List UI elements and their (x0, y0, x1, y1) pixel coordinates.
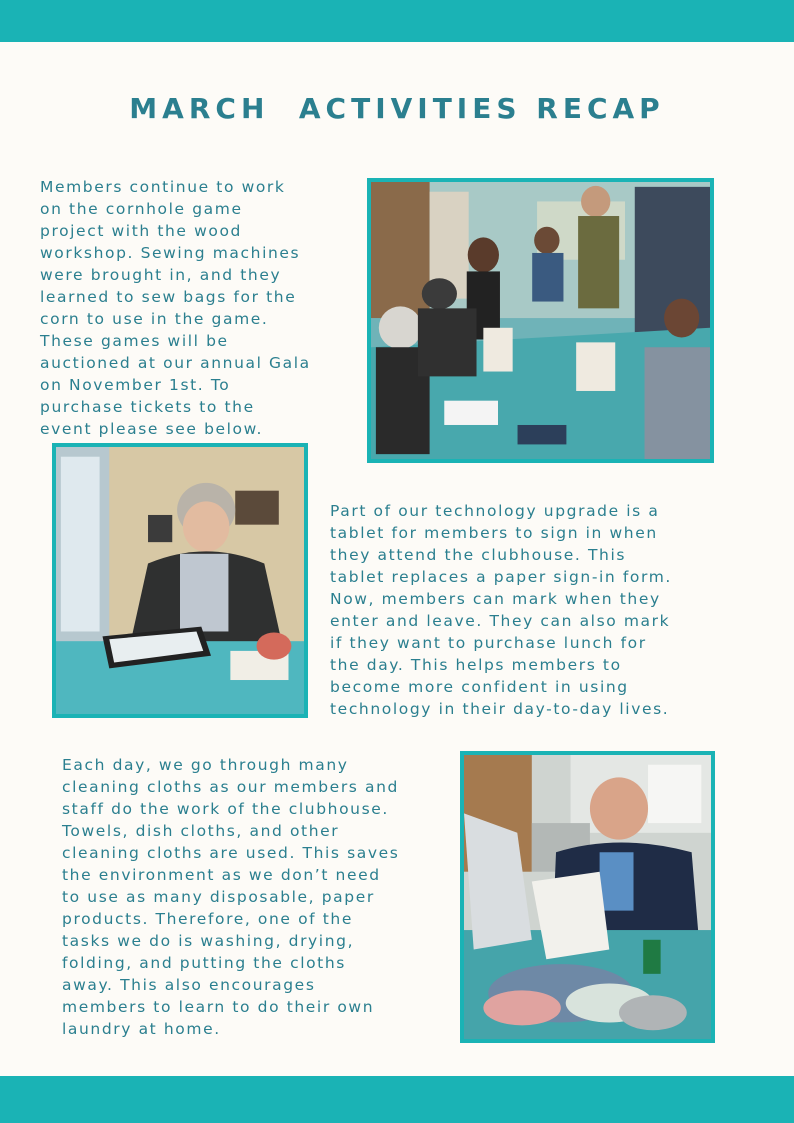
cleaning-cloths-paragraph: Each day, we go through many cleaning cloths as our members and staff do the work of the clubhouse. Towels, dish cloths, and other cleaning cloths are used. This saves the environment as we don’t need to use as many disposable, paper products. Therefore, one of the tasks we do is washing, drying, folding, and putting the cloths away. This also encourages members to learn to do their own laundry at home. (62, 756, 400, 1038)
sewing-workshop-photo (367, 178, 714, 463)
bottom-banner (0, 1076, 794, 1123)
top-banner (0, 0, 794, 42)
tablet-sign-in-photo (52, 443, 308, 718)
tablet-paragraph: Part of our technology upgrade is a tablet for members to sign in when they attend the clubhouse. This tablet replaces a paper sign-in form. Now, members can mark when they enter and leave. They can also mark if they want to purchase lunch for the day. This helps members to become more confident in using technology in their day-to-day lives. (330, 502, 672, 718)
page-title: MARCH ACTIVITIES RECAP (129, 92, 665, 125)
cornhole-paragraph: Members continue to work on the cornhole game project with the wood workshop. Sewing machines were brought in, and they learned to sew bags for the corn to use in the game. These games will be auctioned at our annual Gala on November 1st. To purchase tickets to the event please see below. (40, 178, 311, 438)
folding-cloths-photo (460, 751, 715, 1043)
